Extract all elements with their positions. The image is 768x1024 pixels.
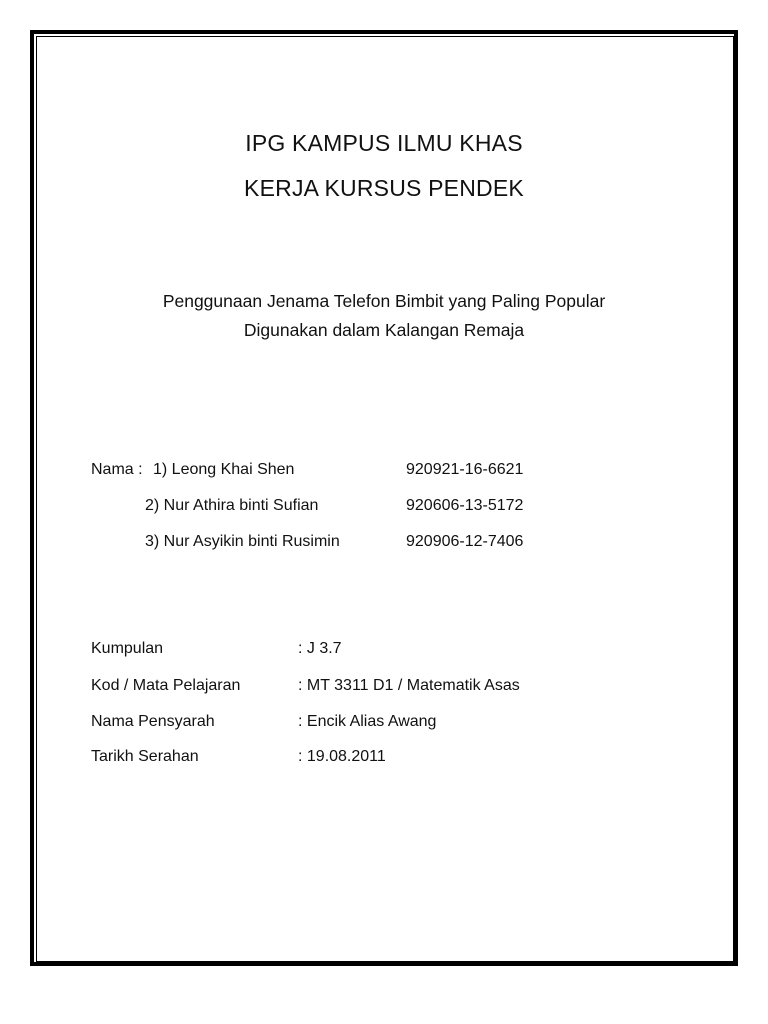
member-ic-3: 920906-12-7406 [406, 533, 524, 550]
detail-value-subject: : MT 3311 D1 / Matematik Asas [298, 677, 520, 694]
detail-value-group: : J 3.7 [298, 640, 342, 657]
assignment-type-heading: KERJA KURSUS PENDEK [244, 175, 524, 201]
detail-label-submission-date: Tarikh Serahan [91, 748, 199, 765]
report-title-line-2: Digunakan dalam Kalangan Remaja [243, 320, 525, 340]
member-ic-1: 920921-16-6621 [406, 461, 524, 478]
report-title-line-1: Penggunaan Jenama Telefon Bimbit yang Paling Popular [162, 291, 606, 311]
detail-label-lecturer: Nama Pensyarah [91, 713, 215, 730]
member-name-2: 2) Nur Athira binti Sufian [145, 497, 319, 514]
members-label: Nama : [91, 461, 143, 478]
institution-heading: IPG KAMPUS ILMU KHAS [245, 130, 523, 156]
detail-label-subject: Kod / Mata Pelajaran [91, 677, 241, 694]
member-name-1: 1) Leong Khai Shen [153, 461, 295, 478]
detail-value-submission-date: : 19.08.2011 [298, 748, 386, 765]
member-name-3: 3) Nur Asyikin binti Rusimin [145, 533, 340, 550]
detail-label-group: Kumpulan [91, 640, 164, 657]
detail-value-lecturer: : Encik Alias Awang [298, 713, 437, 730]
member-ic-2: 920606-13-5172 [406, 497, 524, 514]
